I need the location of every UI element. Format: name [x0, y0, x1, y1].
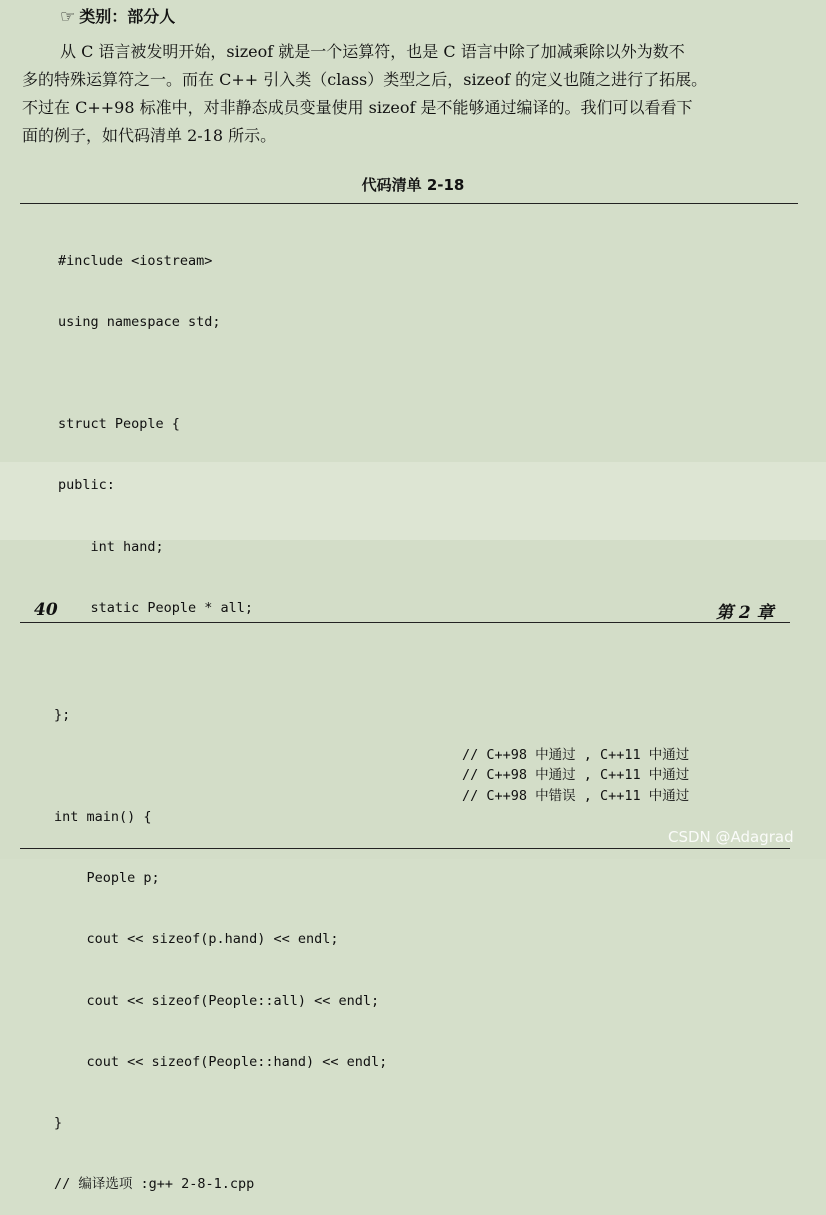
- code-block-bottom: [54, 664, 387, 1215]
- pointing-hand-icon: ☞: [60, 7, 76, 27]
- code-line: // 编译选项 :g++ 2-8-1.cpp: [54, 1176, 255, 1193]
- csdn-watermark: CSDN @Adagrad: [668, 828, 794, 846]
- category-heading: [60, 4, 175, 27]
- code-comment: // C++98 中通过 , C++11 中通过: [462, 747, 690, 763]
- listing-top-rule: [20, 203, 798, 204]
- code-line: public:: [58, 477, 115, 494]
- page-number: 40: [34, 600, 58, 620]
- paragraph-line: 不过在 C++98 标准中，对非静态成员变量使用 sizeof 是不能够通过编译的。我们可以看看下: [22, 98, 693, 117]
- code-block-top: [58, 210, 253, 639]
- code-comment: // C++98 中通过 , C++11 中通过: [462, 767, 690, 783]
- code-line: }: [54, 1114, 63, 1131]
- paragraph-line: 多的特殊运算符之一。而在 C++ 引入类（class）类型之后，sizeof 的定义也随之进行了拓展。: [22, 70, 708, 89]
- code-line: int hand;: [58, 538, 164, 555]
- category-label: 类别：部分人: [79, 7, 176, 26]
- listing-bottom-rule: [20, 848, 790, 849]
- code-line: #include <iostream>: [58, 252, 213, 269]
- code-line: using namespace std;: [58, 314, 221, 331]
- code-line: cout << sizeof(People::all) << endl;: [54, 992, 380, 1009]
- paragraph-line: 从 C 语言被发明开始，sizeof 就是一个运算符，也是 C 语言中除了加减乘除以外为数不: [60, 42, 685, 61]
- page-header-rule: [20, 622, 790, 623]
- code-line: static People * all;: [58, 599, 254, 616]
- paragraph-line: 面的例子，如代码清单 2-18 所示。: [22, 126, 277, 145]
- code-line: cout << sizeof(p.hand) << endl;: [54, 931, 339, 948]
- code-line: int main() {: [54, 808, 152, 825]
- chapter-header: 第 2 章: [716, 603, 774, 623]
- code-comment: // C++98 中错误 , C++11 中通过: [462, 788, 690, 804]
- code-line: cout << sizeof(People::hand) << endl;: [54, 1053, 388, 1070]
- code-line: struct People {: [58, 416, 180, 433]
- code-listing-title: 代码清单 2-18: [361, 176, 465, 194]
- code-line: };: [54, 706, 71, 723]
- code-line: People p;: [54, 870, 160, 887]
